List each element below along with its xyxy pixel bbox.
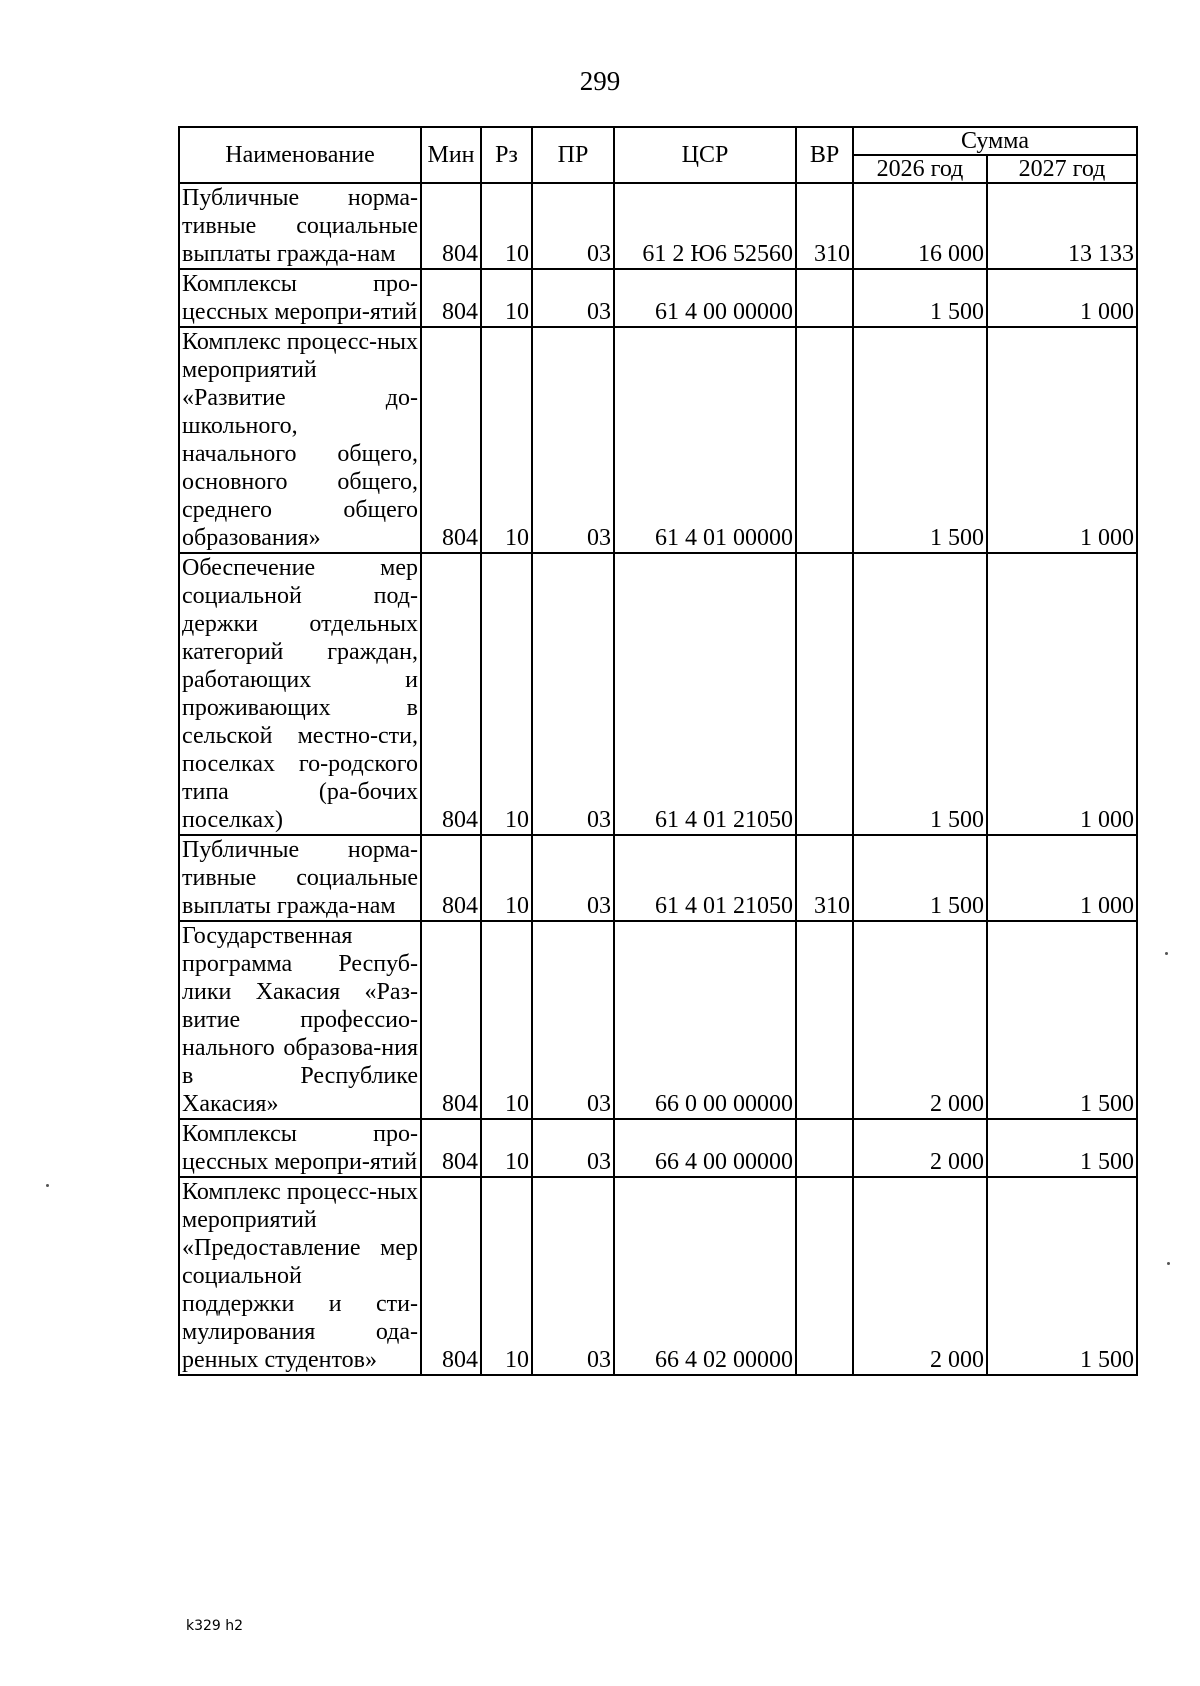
row-pr: 03 (532, 327, 614, 553)
scan-speck (46, 1184, 49, 1187)
row-2027: 1 000 (987, 269, 1137, 327)
row-2027: 1 500 (987, 1119, 1137, 1177)
row-csr: 66 4 00 00000 (614, 1119, 796, 1177)
header-name: Наименование (179, 127, 421, 183)
row-name: Государственная программа Респуб-лики Хакасия «Раз-витие профессио-нального образова-ния в Республике Хакасия» (179, 921, 421, 1119)
footer-code: k329 h2 (186, 1618, 244, 1634)
header-sum: Сумма (853, 127, 1137, 155)
scan-speck (1165, 952, 1168, 955)
table-row (179, 1177, 1137, 1375)
row-pr: 03 (532, 1119, 614, 1177)
row-2027: 1 000 (987, 327, 1137, 553)
row-vr (796, 327, 853, 553)
header-2026: 2026 год (853, 155, 987, 183)
row-2026: 1 500 (853, 327, 987, 553)
row-vr (796, 1177, 853, 1375)
row-name: Публичные норма-тивные социальные выплаты гражда-нам (179, 183, 421, 269)
table-row (179, 921, 1137, 1119)
row-min: 804 (421, 327, 481, 553)
row-2026: 2 000 (853, 921, 987, 1119)
row-min: 804 (421, 835, 481, 921)
row-vr: 310 (796, 183, 853, 269)
row-pr: 03 (532, 921, 614, 1119)
header-vr: ВР (796, 127, 853, 183)
row-2027: 1 500 (987, 921, 1137, 1119)
row-pr: 03 (532, 835, 614, 921)
row-vr (796, 269, 853, 327)
row-vr (796, 553, 853, 835)
row-name: Комплексы про-цессных меропри-ятий (179, 269, 421, 327)
row-rz: 10 (481, 327, 532, 553)
row-vr: 310 (796, 835, 853, 921)
page-number: 299 (579, 66, 621, 96)
row-min: 804 (421, 183, 481, 269)
row-rz: 10 (481, 183, 532, 269)
row-pr: 03 (532, 553, 614, 835)
header-2027: 2027 год (987, 155, 1137, 183)
row-min: 804 (421, 1119, 481, 1177)
row-min: 804 (421, 269, 481, 327)
row-name: Комплексы про-цессных меропри-ятий (179, 1119, 421, 1177)
row-name: Комплекс процесс-ных мероприятий «Предоставление мер социальной поддержки и сти-мулирования ода-ренных студентов» (179, 1177, 421, 1375)
row-vr (796, 921, 853, 1119)
row-2026: 2 000 (853, 1177, 987, 1375)
row-2026: 16 000 (853, 183, 987, 269)
row-csr: 61 4 01 21050 (614, 835, 796, 921)
row-csr: 61 4 01 21050 (614, 553, 796, 835)
row-min: 804 (421, 1177, 481, 1375)
row-pr: 03 (532, 269, 614, 327)
row-2027: 1 000 (987, 835, 1137, 921)
row-csr: 66 0 00 00000 (614, 921, 796, 1119)
row-name: Комплекс процесс-ных мероприятий «Развитие до-школьного, начального общего, основного общего, среднего общего образования» (179, 327, 421, 553)
table-row (179, 835, 1137, 921)
row-pr: 03 (532, 1177, 614, 1375)
row-min: 804 (421, 553, 481, 835)
header-csr: ЦСР (614, 127, 796, 183)
table-row (179, 327, 1137, 553)
table-row (179, 1119, 1137, 1177)
row-min: 804 (421, 921, 481, 1119)
row-2026: 1 500 (853, 553, 987, 835)
row-2026: 2 000 (853, 1119, 987, 1177)
row-name: Публичные норма-тивные социальные выплаты гражда-нам (179, 835, 421, 921)
scan-speck (1167, 1262, 1170, 1265)
row-name: Обеспечение мер социальной под-держки отдельных категорий граждан, работающих и проживающих в сельской местно-сти, поселках го-родского типа (ра-бочих поселках) (179, 553, 421, 835)
header-min: Мин (421, 127, 481, 183)
table-header-row (179, 127, 1137, 155)
table-row (179, 183, 1137, 269)
row-csr: 61 4 01 00000 (614, 327, 796, 553)
row-rz: 10 (481, 553, 532, 835)
table-row (179, 553, 1137, 835)
header-rz: Рз (481, 127, 532, 183)
row-rz: 10 (481, 835, 532, 921)
row-2026: 1 500 (853, 835, 987, 921)
row-2027: 13 133 (987, 183, 1137, 269)
row-rz: 10 (481, 269, 532, 327)
table-row (179, 269, 1137, 327)
row-rz: 10 (481, 921, 532, 1119)
row-csr: 66 4 02 00000 (614, 1177, 796, 1375)
header-pr: ПР (532, 127, 614, 183)
row-2027: 1 000 (987, 553, 1137, 835)
row-csr: 61 4 00 00000 (614, 269, 796, 327)
row-csr: 61 2 Ю6 52560 (614, 183, 796, 269)
row-vr (796, 1119, 853, 1177)
row-rz: 10 (481, 1119, 532, 1177)
budget-table (178, 126, 1138, 1376)
row-2026: 1 500 (853, 269, 987, 327)
row-pr: 03 (532, 183, 614, 269)
row-2027: 1 500 (987, 1177, 1137, 1375)
row-rz: 10 (481, 1177, 532, 1375)
